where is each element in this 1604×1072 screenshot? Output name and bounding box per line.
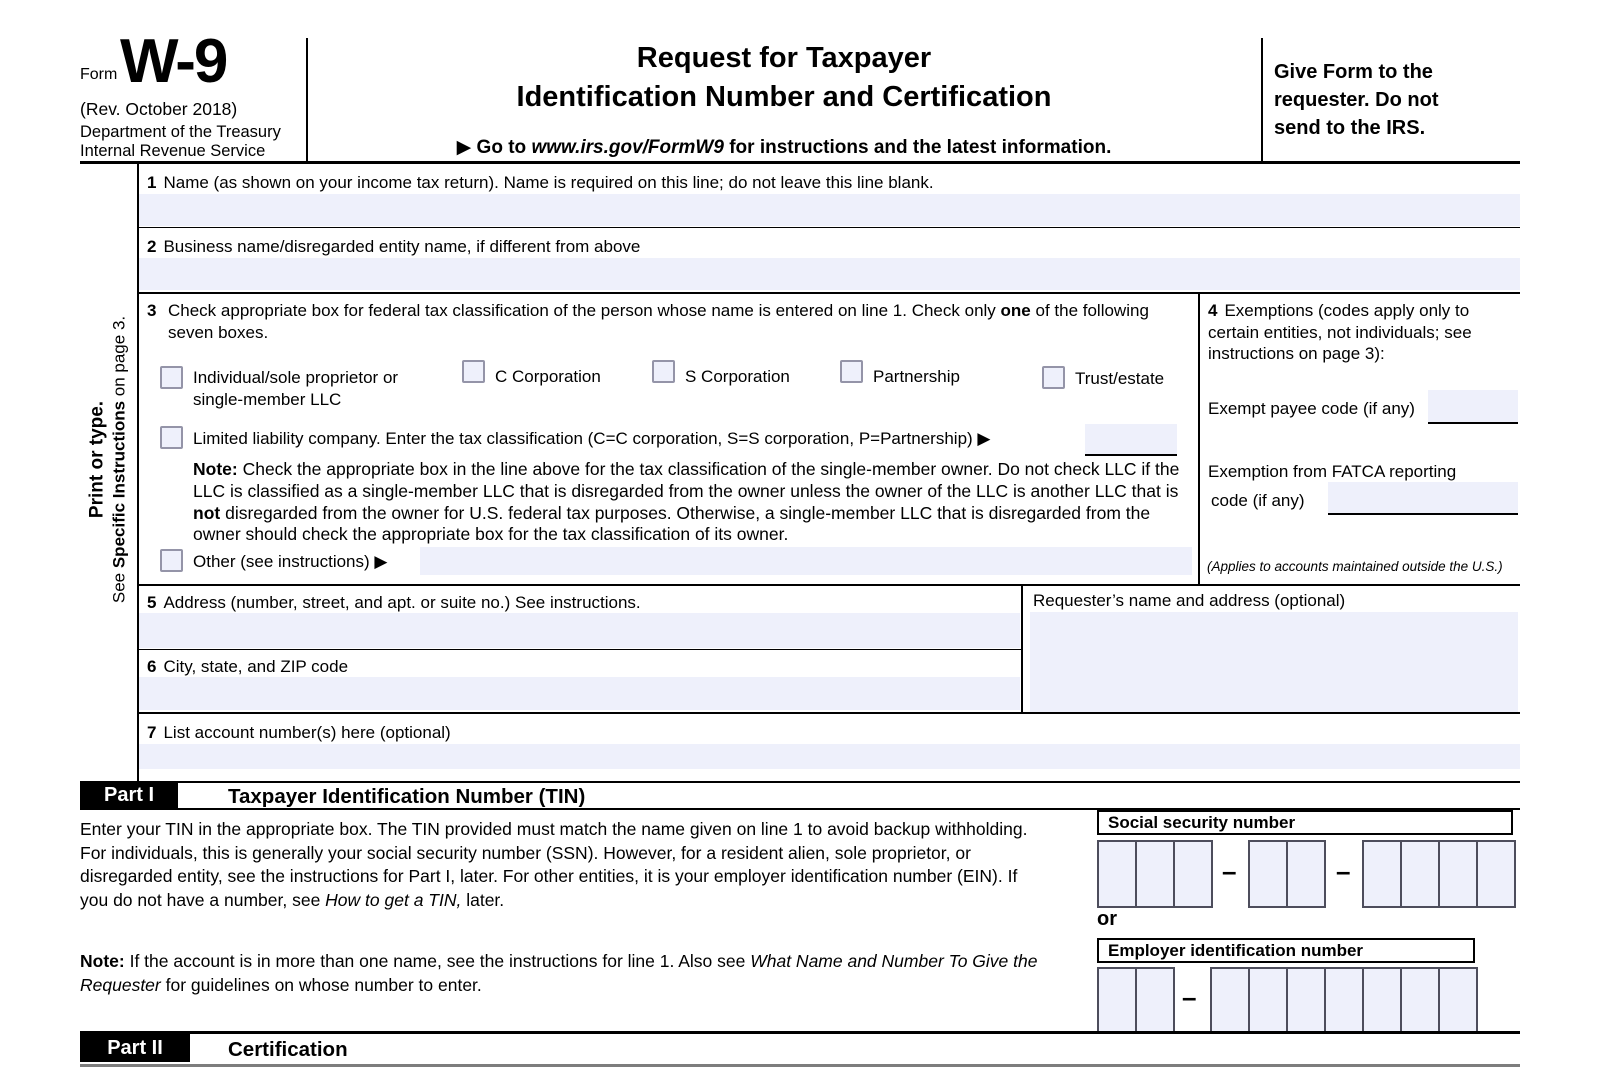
- ssn-label-box: Social security number: [1097, 810, 1513, 835]
- exempt-payee-input[interactable]: [1428, 390, 1518, 424]
- part2-top-rule: [80, 1031, 1520, 1034]
- part1-note: Note: If the account is in more than one name, see the instructions for line 1. Also see What Name and Number To Give the Requester for guidelines on whose number to enter.: [80, 951, 1038, 995]
- line4-label: 4 Exemptions (codes apply only to certain entities, not individuals; see instructions on page 3):: [1208, 301, 1472, 363]
- ssn-cell[interactable]: [1438, 840, 1478, 908]
- right-arrow-icon: ▶: [977, 429, 991, 448]
- ein-cells-group2: [1210, 967, 1478, 1029]
- part2-bottom-rule: [80, 1064, 1520, 1067]
- checkbox-other[interactable]: [160, 549, 183, 572]
- row1-divider: [137, 227, 1520, 228]
- or-label: or: [1097, 908, 1117, 930]
- part2-badge: Part II: [80, 1034, 190, 1062]
- part1-badge: Part I: [80, 781, 178, 809]
- irs-label: Internal Revenue Service: [80, 142, 266, 160]
- ein-cells-group1: [1097, 967, 1175, 1029]
- line3-number: 3: [147, 301, 157, 320]
- row3-divider: [137, 584, 1520, 586]
- checkbox-trust-estate-label: Trust/estate: [1075, 369, 1165, 388]
- form-revision: (Rev. October 2018): [80, 99, 238, 119]
- checkbox-trust-estate[interactable]: [1042, 366, 1065, 389]
- ein-cell[interactable]: [1135, 967, 1175, 1033]
- ein-label-box: Employer identification number: [1097, 938, 1475, 963]
- row6-divider: [137, 712, 1520, 714]
- ein-cell[interactable]: [1400, 967, 1440, 1033]
- city-state-zip-input[interactable]: [139, 677, 1020, 710]
- checkbox-s-corporation[interactable]: [652, 360, 675, 383]
- ein-cell[interactable]: [1248, 967, 1288, 1033]
- checkbox-s-corporation-label: S Corporation: [685, 367, 790, 386]
- line2-label: 2 Business name/disregarded entity name, if different from above: [147, 237, 641, 256]
- part2-title: Certification: [228, 1038, 348, 1061]
- row2-divider: [137, 292, 1520, 294]
- business-name-input[interactable]: [139, 258, 1520, 290]
- ssn-cell[interactable]: [1248, 840, 1288, 908]
- name-input[interactable]: [139, 194, 1520, 226]
- ein-cell[interactable]: [1286, 967, 1326, 1033]
- ein-dash: –: [1182, 982, 1197, 1012]
- requester-divider: [1021, 584, 1023, 712]
- sidebar-line2: See Specific Instructions on page 3.: [109, 315, 129, 604]
- fatca-label-2: code (if any): [1211, 491, 1305, 510]
- ein-cell[interactable]: [1438, 967, 1478, 1033]
- address-input[interactable]: [139, 613, 1020, 648]
- right-arrow-icon: ▶: [374, 552, 388, 571]
- print-or-type-sidebar: [86, 280, 131, 640]
- form-number: W-9: [120, 27, 227, 96]
- row5-divider: [137, 649, 1021, 650]
- llc-label: Limited liability company. Enter the tax classification (C=C corporation, S=S corporation, P=Partnership) ▶: [193, 429, 991, 448]
- ssn-cell[interactable]: [1286, 840, 1326, 908]
- goto-line: [457, 136, 1112, 159]
- ssn-cells-group1: [1097, 840, 1213, 904]
- ssn-cells-group3: [1362, 840, 1516, 904]
- ein-cell[interactable]: [1097, 967, 1137, 1033]
- dept-treasury: Department of the Treasury: [80, 123, 281, 141]
- ein-cell[interactable]: [1210, 967, 1250, 1033]
- line5-label: 5 Address (number, street, and apt. or suite no.) See instructions.: [147, 593, 641, 612]
- llc-classification-input[interactable]: [1085, 424, 1177, 456]
- checkbox-partnership-label: Partnership: [873, 367, 960, 386]
- ssn-dash-1: –: [1222, 856, 1237, 886]
- form-label: Form: [80, 66, 118, 83]
- header-divider-left: [306, 38, 308, 162]
- header-rule: [80, 161, 1520, 164]
- line6-label: 6 City, state, and ZIP code: [147, 657, 349, 676]
- part1-top-rule: [80, 781, 1520, 783]
- ssn-cell[interactable]: [1135, 840, 1175, 908]
- form-title-line2: Identification Number and Certification: [516, 81, 1052, 113]
- ssn-dash-2: –: [1336, 856, 1351, 886]
- ein-cell[interactable]: [1324, 967, 1364, 1033]
- checkbox-individual-label: Individual/sole proprietor or single-member LLC: [193, 368, 399, 409]
- fatca-code-input[interactable]: [1328, 482, 1518, 515]
- line7-label: 7 List account number(s) here (optional): [147, 723, 451, 742]
- line3-label: Check appropriate box for federal tax classification of the person whose name is entered on line 1. Check only one of the following seven boxes.: [168, 301, 1149, 342]
- checkbox-individual[interactable]: [160, 366, 183, 389]
- other-label: Other (see instructions) ▶: [193, 552, 388, 571]
- line1-label: 1 Name (as shown on your income tax return). Name is required on this line; do not leave this line blank.: [147, 173, 934, 192]
- goto-prefix: Go to: [476, 137, 532, 158]
- ssn-cell[interactable]: [1362, 840, 1402, 908]
- sidebar-line1: Print or type.: [86, 400, 108, 519]
- fatca-label-1: Exemption from FATCA reporting: [1208, 462, 1457, 481]
- ein-cell[interactable]: [1362, 967, 1402, 1033]
- other-input[interactable]: [420, 547, 1192, 575]
- right-arrow-icon: ▶: [456, 137, 472, 158]
- column4-divider: [1198, 292, 1200, 584]
- header-divider-right: [1261, 38, 1263, 162]
- part1-body: Enter your TIN in the appropriate box. The TIN provided must match the name given on line 1 to avoid backup withholding. For individuals, this is generally your social security number (SSN). However, for a resident alien, sole proprietor, or disregarded entity, see the instructions for Part I, later. For other entities, it is your employer identification number (EIN). If you do not have a number, see How to get a TIN, later.: [80, 819, 1028, 910]
- applies-note: (Applies to accounts maintained outside the U.S.): [1207, 559, 1503, 574]
- requester-label: Requester’s name and address (optional): [1033, 591, 1346, 610]
- requester-input[interactable]: [1030, 612, 1518, 712]
- checkbox-c-corporation[interactable]: [462, 360, 485, 383]
- form-url-link[interactable]: www.irs.gov/FormW9: [531, 137, 724, 158]
- ssn-cell[interactable]: [1476, 840, 1516, 908]
- checkbox-llc[interactable]: [160, 426, 183, 449]
- give-form-note: Give Form to the requester. Do not send to the IRS.: [1274, 61, 1439, 139]
- ssn-cells-group2: [1248, 840, 1326, 904]
- part1-title: Taxpayer Identification Number (TIN): [228, 785, 586, 808]
- form-title-line1: Request for Taxpayer: [636, 42, 932, 74]
- exempt-payee-label: Exempt payee code (if any): [1208, 399, 1415, 418]
- llc-note: Note: Check the appropriate box in the line above for the tax classification of the single-member owner. Do not check LLC if the LLC is classified as a single-member LLC that is disregarded from the owner unless the owner of the LLC is another LLC that is not disregarded from the owner for U.S. federal tax purposes. Otherwise, a single-member LLC that is disregarded from the owner should check the appropriate box for the tax classification of its owner.: [193, 459, 1180, 545]
- ssn-cell[interactable]: [1097, 840, 1137, 908]
- checkbox-c-corporation-label: C Corporation: [495, 367, 601, 386]
- ssn-cell[interactable]: [1400, 840, 1440, 908]
- checkbox-partnership[interactable]: [840, 360, 863, 383]
- goto-suffix: for instructions and the latest information.: [723, 137, 1112, 158]
- ssn-cell[interactable]: [1173, 840, 1213, 908]
- account-numbers-input[interactable]: [139, 744, 1520, 769]
